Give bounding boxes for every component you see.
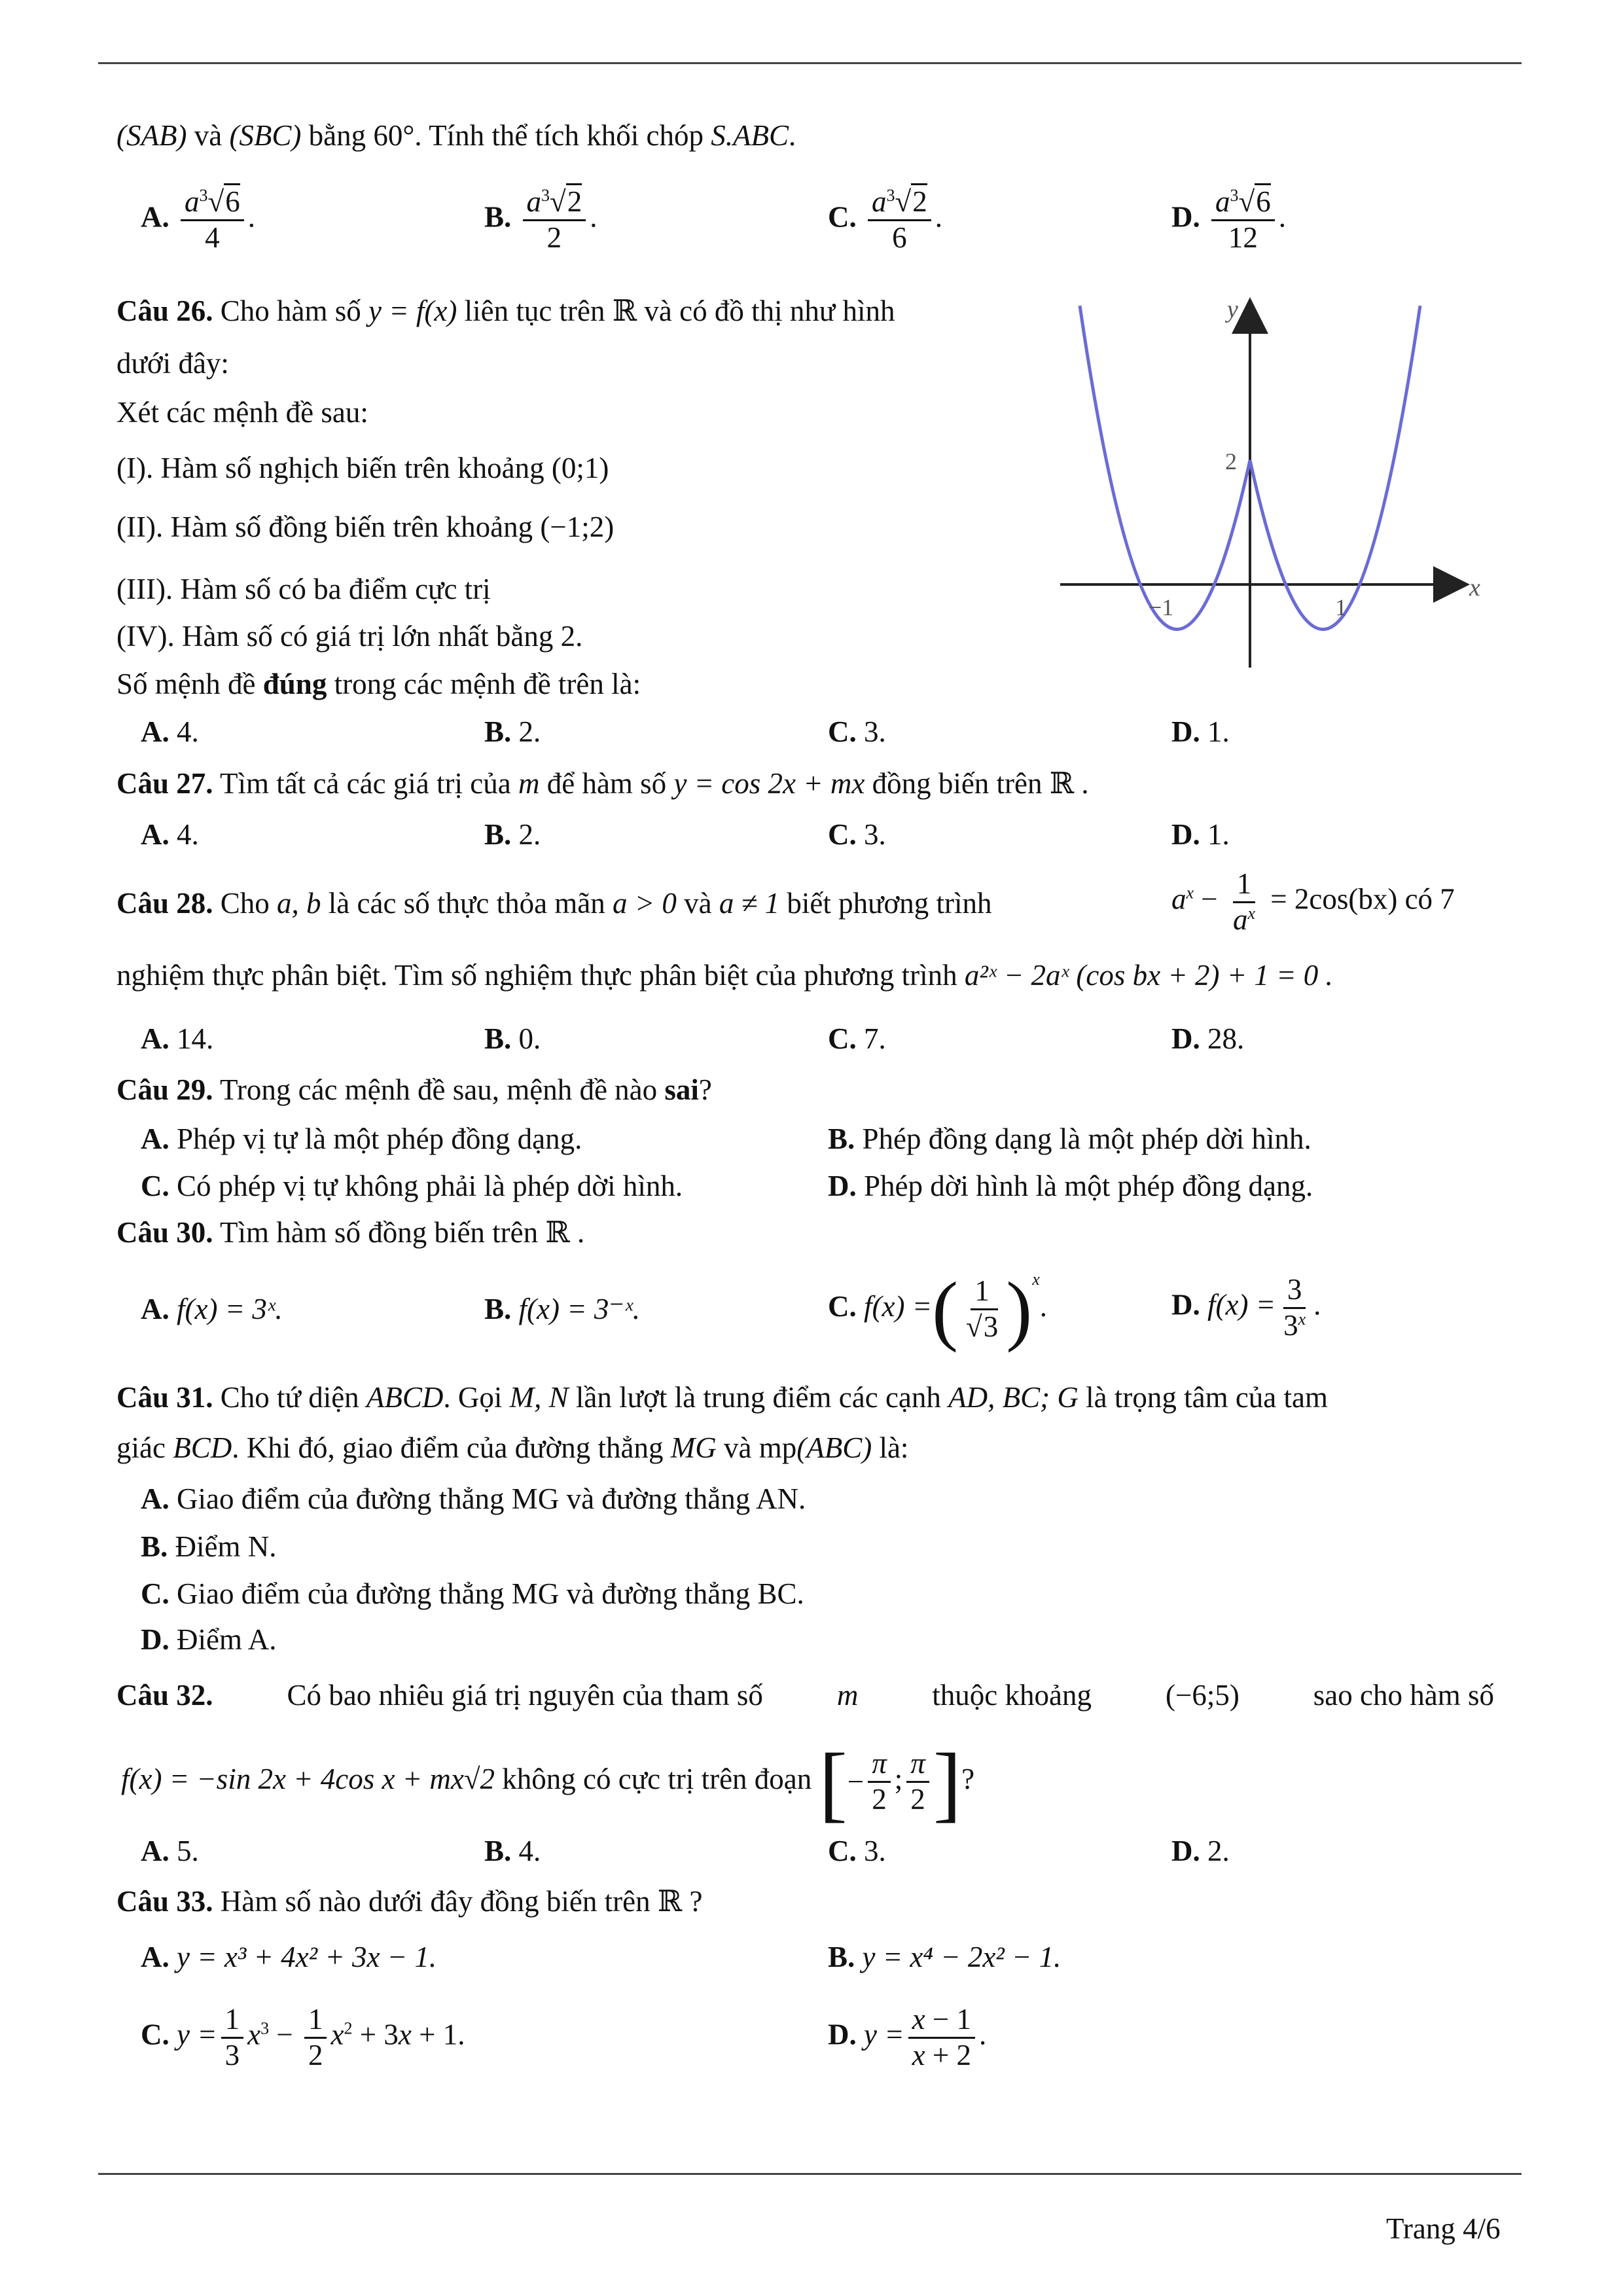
q25-option-b[interactable]: B. $\frac{a^3√2}{2}$ . (484, 185, 597, 255)
q30-option-d[interactable]: D. f(x) = $\frac{3}{3^x}$ . (1171, 1273, 1321, 1342)
page-number: Trang 4/6 (1386, 2212, 1501, 2245)
q32-line2: f(x) = −sin 2x + 4cos x + mx√2 không có cực trị trên đoạn [− $\frac{\pi}{2}$ ; $\frac{\pi}{2}$ ]? (121, 1736, 975, 1831)
q28-line1: Câu 28. Cho a, b là các số thực thỏa mãn a > 0 và a ≠ 1 biết phương trình (116, 887, 992, 920)
q30-option-b[interactable]: B. f(x) = 3⁻ˣ. (484, 1293, 641, 1325)
q27-statement: Câu 27. Tìm tất cả các giá trị của m để hàm số y = cos 2x + mx đồng biến trên ℝ . (116, 767, 1089, 800)
x-tick-neg1: −1 (1149, 594, 1174, 620)
q32-option-d[interactable]: D. 2. (1171, 1835, 1230, 1867)
q26-line2: dưới đây: (116, 347, 229, 380)
q25-statement-tail: (SAB) và (SBC) bằng 60°. Tính thể tích khối chóp S.ABC. (116, 119, 796, 152)
q30-statement: Câu 30. Tìm hàm số đồng biến trên ℝ . (116, 1216, 585, 1249)
q25-option-c[interactable]: C. $\frac{a^3√2}{6}$ . (828, 185, 942, 255)
q26-line3: Xét các mệnh đề sau: (116, 396, 368, 429)
q32-option-a[interactable]: A. 5. (141, 1835, 199, 1867)
q30-option-c[interactable]: C. f(x) =( $\frac{1}{√3}$ )$^x$. (828, 1266, 1047, 1353)
x-axis-label: x (1469, 574, 1480, 601)
q28-option-d[interactable]: D. 28. (1171, 1022, 1245, 1055)
y-tick-2: 2 (1225, 448, 1237, 475)
q29-statement: Câu 29. Trong các mệnh đề sau, mệnh đề nào sai? (116, 1073, 712, 1106)
q27-option-b[interactable]: B. 2. (484, 818, 541, 851)
q25-option-a[interactable]: A. $\frac{a^3√6}{4}$ . (141, 185, 255, 255)
q29-option-b[interactable]: B. Phép đồng dạng là một phép dời hình. (828, 1122, 1311, 1155)
q27-option-c[interactable]: C. 3. (828, 818, 886, 851)
q28-option-c[interactable]: C. 7. (828, 1022, 886, 1055)
q26-question: Số mệnh đề đúng trong các mệnh đề trên là: (116, 668, 641, 700)
q26-option-a[interactable]: A. 4. (141, 715, 199, 748)
x-tick-1: 1 (1335, 594, 1347, 620)
q30-option-a[interactable]: A. f(x) = 3ˣ. (141, 1293, 283, 1325)
q27-option-d[interactable]: D. 1. (1171, 818, 1230, 851)
q33-option-d[interactable]: D. y = $\frac{x - 1}{x + 2}$ . (828, 2003, 987, 2072)
q33-option-b[interactable]: B. y = x⁴ − 2x² − 1. (828, 1941, 1061, 1973)
q26-function-graph (1047, 291, 1505, 671)
footer-rule (98, 2173, 1522, 2175)
q26-statement-1: (I). Hàm số nghịch biến trên khoảng (0;1) (116, 452, 609, 484)
q28-option-a[interactable]: A. 14. (141, 1022, 214, 1055)
q28-line2: nghiệm thực phân biệt. Tìm số nghiệm thực phân biệt của phương trình a²ˣ − 2aˣ (cos bx + 2) + 1 = 0 . (116, 959, 1333, 992)
q26-statement-3: (III). Hàm số có ba điểm cực trị (116, 573, 491, 605)
y-axis-label: y (1227, 296, 1238, 323)
q26-statement-2: (II). Hàm số đồng biến trên khoảng (−1;2) (116, 511, 615, 543)
q32-option-c[interactable]: C. 3. (828, 1835, 886, 1867)
q29-option-c[interactable]: C. Có phép vị tự không phải là phép dời hình. (141, 1170, 683, 1202)
q29-option-a[interactable]: A. Phép vị tự là một phép đồng dạng. (141, 1122, 582, 1155)
q31-option-a[interactable]: A. Giao điểm của đường thẳng MG và đường thẳng AN. (141, 1482, 806, 1515)
q26-option-b[interactable]: B. 2. (484, 715, 541, 748)
q26-option-c[interactable]: C. 3. (828, 715, 886, 748)
q31-line2: giác BCD. Khi đó, giao điểm của đường thẳng MG và mp(ABC) là: (116, 1431, 909, 1464)
q27-option-a[interactable]: A. 4. (141, 818, 199, 851)
q31-option-d[interactable]: D. Điểm A. (141, 1623, 277, 1656)
q29-option-d[interactable]: D. Phép dời hình là một phép đồng dạng. (828, 1170, 1313, 1202)
q28-equation-1: $a^x$ − $\frac{1}{a^x}$ = 2cos(bx) có 7 (1171, 867, 1455, 936)
q33-statement: Câu 33. Hàm số nào dưới đây đồng biến trên ℝ ? (116, 1885, 703, 1918)
header-rule (98, 62, 1522, 64)
q25-option-d[interactable]: D. $\frac{a^3√6}{12}$ . (1171, 185, 1286, 255)
q32-option-b[interactable]: B. 4. (484, 1835, 541, 1867)
q33-option-c[interactable]: C. y = $\frac{1}{3}$ $x^3$ − $\frac{1}{2}$ $x^2 + 3x + 1$. (141, 2003, 465, 2072)
q32-line1: Câu 32. Có bao nhiêu giá trị nguyên của tham số m thuộc khoảng (−6;5) sao cho hàm số (116, 1679, 1494, 1712)
q26-statement-4: (IV). Hàm số có giá trị lớn nhất bằng 2. (116, 620, 583, 653)
q26-line1: Câu 26. Cho hàm số y = f(x) liên tục trên ℝ và có đồ thị như hình (116, 295, 895, 327)
q33-option-a[interactable]: A. y = x³ + 4x² + 3x − 1. (141, 1941, 437, 1973)
q28-option-b[interactable]: B. 0. (484, 1022, 541, 1055)
q31-line1: Câu 31. Cho tứ diện ABCD. Gọi M, N lần lượt là trung điểm các cạnh AD, BC; G là trọng tâm của tam (116, 1381, 1329, 1414)
q26-option-d[interactable]: D. 1. (1171, 715, 1230, 748)
q31-option-b[interactable]: B. Điểm N. (141, 1530, 277, 1563)
q31-option-c[interactable]: C. Giao điểm của đường thẳng MG và đường thẳng BC. (141, 1577, 804, 1610)
